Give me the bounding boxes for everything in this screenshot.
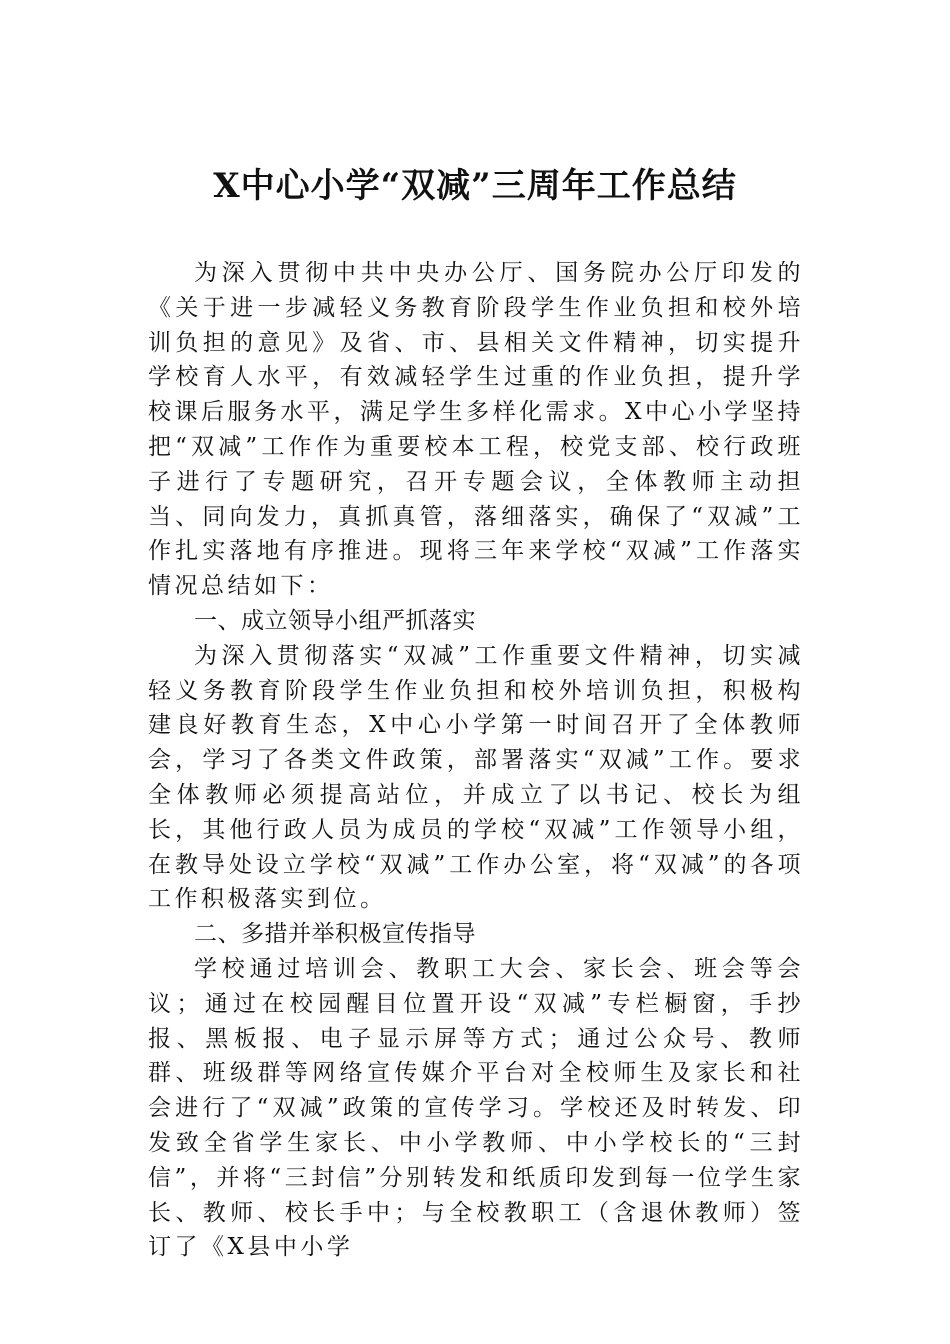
document-title: X中心小学“双减”三周年工作总结 (213, 166, 737, 206)
section-paragraph-1: 为深入贯彻落实“双减”工作重要文件精神，切实减轻义务教育阶段学生作业负担和校外培训负担，积极构建良好教育生态，X中心小学第一时间召开了全体教师会，学习了各类文件政策，部署落实“双减”工作。要求全体教师必须提高站位，并成立了以书记、校长为组长，其他行政人员为成员的学校“双减”工作领导小组，在教导处设立学校“双减”工作办公室，将“双减”的各项工作积极落实到位。 (148, 642, 804, 913)
document-body (148, 256, 804, 1265)
intro-paragraph: 为深入贯彻中共中央办公厅、国务院办公厅印发的《关于进一步减轻义务教育阶段学生作业负担和校外培训负担的意见》及省、市、县相关文件精神，切实提升学校育人水平，有效减轻学生过重的作业负担，提升学校课后服务水平，满足学生多样化需求。X中心小学坚持把“双减”工作作为重要校本工程，校党支部、校行政班子进行了专题研究，召开专题会议，全体教师主动担当、同向发力，真抓真管，落细落实，确保了“双减”工作扎实落地有序推进。现将三年来学校“双减”工作落实情况总结如下： (148, 260, 804, 600)
section-heading-1: 一、成立领导小组严抓落实 (194, 607, 476, 634)
section-paragraph-2: 学校通过培训会、教职工大会、家长会、班会等会议；通过在校园醒目位置开设“双减”专栏橱窗，手抄报、黑板报、电子显示屏等方式；通过公众号、教师群、班级群等网络宣传媒介平台对全校师生及家长和社会进行了“双减”政策的宣传学习。学校还及时转发、印发致全省学生家长、中小学教师、中小学校长的“三封信”，并将“三封信”分别转发和纸质印发到每一位学生家长、教师、校长手中；与全校教职工（含退休教师）签订了《X县中小学 (148, 955, 804, 1261)
section-heading-2: 二、多措并举积极宣传指导 (194, 921, 476, 948)
